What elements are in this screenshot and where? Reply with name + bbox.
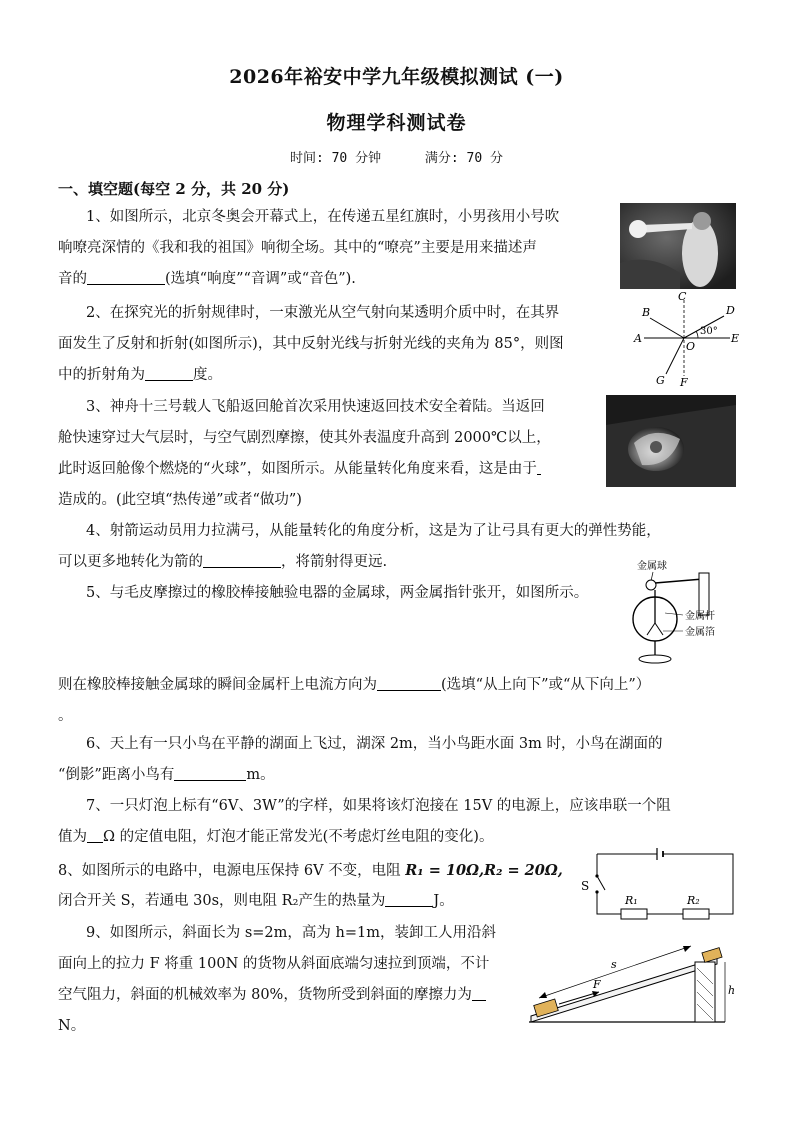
q2-answer-blank[interactable] <box>145 364 193 381</box>
q1-line3: 音的 (选填“响度”“音调”或“音色”). <box>58 264 356 295</box>
q8-answer-blank[interactable] <box>385 890 433 907</box>
q8-circuit-diagram <box>575 844 740 924</box>
q2-refraction-diagram <box>630 288 740 390</box>
q8-label-switch: S <box>581 879 590 893</box>
q7-line2: 值为 Ω 的定值电阻，灯泡才能正常发光(不考虑灯丝电阻的变化)。 <box>58 822 493 853</box>
q7-line1: 7、一只灯泡上标有“6V、3W”的字样，如果将该灯泡接在 15V 的电源上，应该串联一个阻 <box>86 798 671 814</box>
q1-line1: 1、如图所示，北京冬奥会开幕式上，在传递五星红旗时，小男孩用小号吹 <box>86 209 560 225</box>
q5-line1: 5、与毛皮摩擦过的橡胶棒接触验电器的金属球，两金属指针张开，如图所示。 <box>86 585 589 601</box>
q6-line1: 6、天上有一只小鸟在平静的湖面上飞过，湖深 2m，当小鸟距水面 3m 时，小鸟在湖面的 <box>86 736 663 752</box>
q4-line2: 可以更多地转化为箭的 ，将箭射得更远. <box>58 547 387 578</box>
q6-answer-blank[interactable] <box>174 764 246 781</box>
q9-line1: 9、如图所示，斜面长为 s=2m，高为 h=1m，装卸工人用沿斜 <box>86 925 496 941</box>
q2-label-f: F <box>680 376 688 389</box>
q3-line2: 舱快速穿过大气层时，与空气剧烈摩擦，使其外表温度升高到 2000℃以上， <box>58 430 551 446</box>
q3-capsule-photo <box>606 395 736 487</box>
q9-line3: 空气阻力，斜面的机械效率为 80%，货物所受到斜面的摩擦力为 <box>58 980 486 1011</box>
q3-answer-blank[interactable] <box>537 458 541 475</box>
exam-title: 2026年裕安中学九年级模拟测试 (一) <box>229 66 564 88</box>
q9-line4: N。 <box>58 1018 86 1034</box>
q8-line2: 闭合开关 S，若通电 30s，则电阻 R₂产生的热量为 J。 <box>58 886 454 917</box>
q9-label-length: s <box>611 958 617 971</box>
q5-line2: 则在橡胶棒接触金属球的瞬间金属杆上电流方向为 (选填“从上向下”或“从下向上”） <box>58 670 650 701</box>
q2-line1: 2、在探究光的折射规律时，一束激光从空气射向某透明介质中时，在其界 <box>86 305 560 321</box>
q2-label-o: O <box>686 340 696 353</box>
q2-label-g: G <box>656 374 665 387</box>
q2-label-angle: 30° <box>700 326 718 337</box>
q2-label-e: E <box>731 332 740 345</box>
q2-label-d: D <box>726 304 735 317</box>
q2-line3: 中的折射角为 度。 <box>58 360 222 391</box>
q1-answer-blank[interactable] <box>87 268 165 285</box>
q5-answer-blank[interactable] <box>377 674 441 691</box>
q7-answer-blank[interactable] <box>87 826 103 843</box>
q2-label-a: A <box>634 332 642 345</box>
q8-line1: 8、如图所示的电路中，电源电压保持 6V 不变，电阻 R₁ = 10Ω,R₂ = 20Ω, <box>58 862 563 879</box>
exam-score: 满分: 70 分 <box>424 151 504 166</box>
q2-line2: 面发生了反射和折射(如图所示)，其中反射光线与折射光线的夹角为 85°，则图 <box>58 336 564 352</box>
q3-line1: 3、神舟十三号载人飞船返回舱首次采用快速返回技术安全着陆。当返回 <box>86 399 545 415</box>
q9-label-height: h <box>728 984 736 997</box>
q4-line1: 4、射箭运动员用力拉满弓，从能量转化的角度分析，这是为了让弓具有更大的弹性势能， <box>86 523 661 539</box>
q5-line3: 。 <box>58 708 73 724</box>
q2-label-b: B <box>642 306 651 319</box>
q8-formula: R₁ = 10Ω,R₂ = 20Ω, <box>405 862 563 879</box>
section-heading: 一、填空题(每空 2 分，共 20 分) <box>58 180 290 198</box>
q4-answer-blank[interactable] <box>203 551 281 568</box>
q8-label-r2: R₂ <box>687 894 700 907</box>
q9-incline-diagram <box>525 928 740 1028</box>
q6-line2: “倒影”距离小鸟有 m。 <box>58 760 275 791</box>
exam-meta <box>0 147 793 166</box>
q5-electroscope-diagram <box>625 557 735 669</box>
q8-label-r1: R₁ <box>625 894 638 907</box>
q9-answer-blank[interactable] <box>472 984 486 1001</box>
q5-label-ball: 金属球 <box>637 561 667 572</box>
q1-trumpet-photo <box>620 203 736 289</box>
q2-label-c: C <box>678 290 687 303</box>
q9-label-force: F <box>593 978 601 991</box>
q3-line3: 此时返回舱像个燃烧的“火球”，如图所示。从能量转化角度来看，这是由于 <box>58 454 541 485</box>
q9-line2: 面向上的拉力 F 将重 100N 的货物从斜面底端匀速拉到顶端，不计 <box>58 956 490 972</box>
q1-line2: 响嘹亮深情的《我和我的祖国》响彻全场。其中的“嘹亮”主要是用来描述声 <box>58 240 537 256</box>
exam-subtitle: 物理学科测试卷 <box>326 112 467 134</box>
exam-time: 时间: 70 分钟 <box>289 151 382 166</box>
q5-label-rod: 金属杆 <box>685 611 715 622</box>
q5-label-foil: 金属箔 <box>685 627 715 638</box>
q3-line4: 造成的。(此空填“热传递”或者“做功”) <box>58 492 302 508</box>
